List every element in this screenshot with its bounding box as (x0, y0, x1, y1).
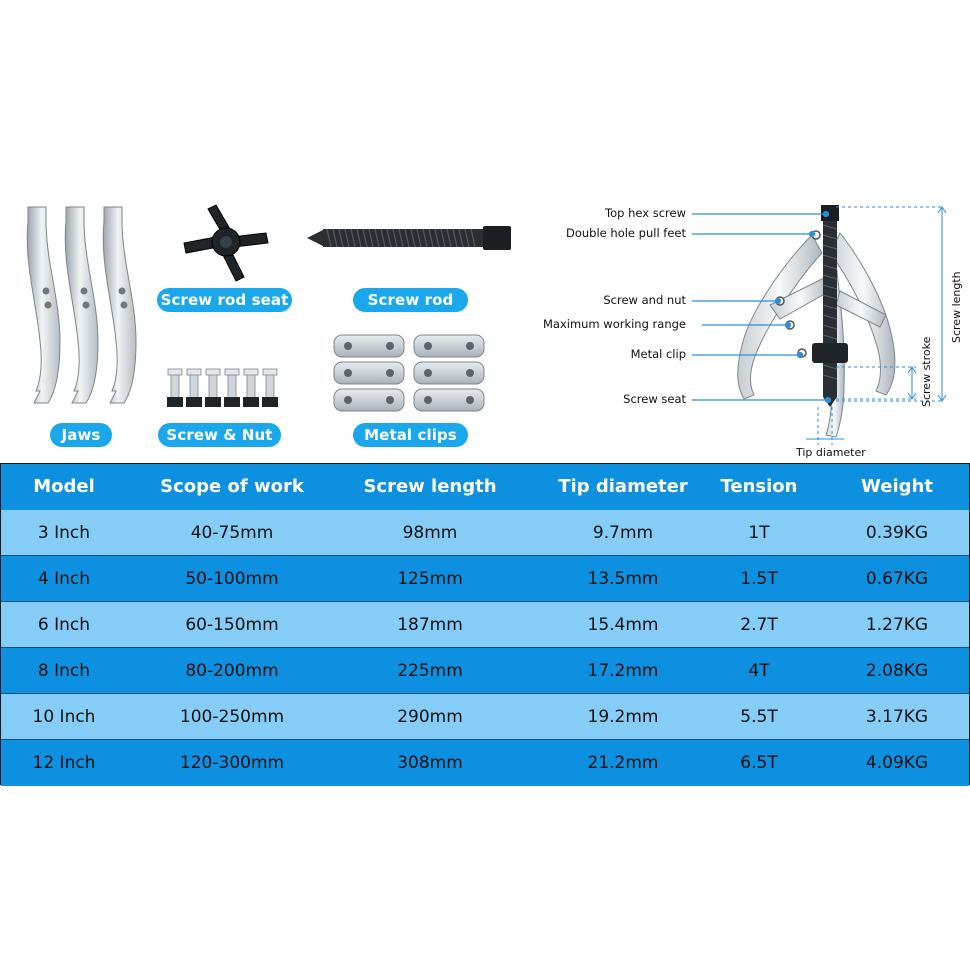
screw-rod-label: Screw rod (353, 288, 468, 312)
header-tension: Tension (720, 476, 798, 497)
metal-clips-label: Metal clips (353, 423, 468, 447)
cell-tension: 2.7T (740, 615, 778, 635)
cell-tension: 1.5T (740, 569, 778, 589)
spec-table (0, 463, 970, 785)
header-scope-of-work: Scope of work (160, 476, 304, 497)
cell-scope: 40-75mm (190, 523, 274, 543)
cell-weight: 3.17KG (865, 707, 929, 727)
callout-double-hole-pull-feet: Double hole pull feet (566, 226, 686, 240)
cell-model: 8 Inch (37, 661, 91, 681)
cell-tip-diameter: 17.2mm (587, 661, 659, 681)
callout-top-hex-screw: Top hex screw (605, 206, 686, 220)
metal-clips-image (330, 333, 490, 415)
cell-tip-diameter: 13.5mm (587, 569, 659, 589)
cell-screw-length: 125mm (397, 569, 463, 589)
cell-tip-diameter: 21.2mm (587, 753, 659, 773)
table-row (1, 648, 969, 694)
jaws-image (18, 203, 138, 408)
tip-diameter-label: Tip diameter (796, 446, 866, 459)
callout-maximum-working-range: Maximum working range (542, 317, 686, 331)
cell-screw-length: 225mm (397, 661, 463, 681)
cell-tension: 1T (748, 523, 770, 543)
table-row (1, 694, 969, 740)
cell-tension: 5.5T (740, 707, 778, 727)
jaws-label: Jaws (50, 423, 112, 447)
cell-screw-length: 290mm (397, 707, 463, 727)
cell-weight: 1.27KG (865, 615, 929, 635)
cell-screw-length: 98mm (402, 523, 458, 543)
header-weight: Weight (861, 476, 933, 497)
header-model: Model (33, 476, 95, 497)
table-row (1, 556, 969, 602)
table-row (1, 740, 969, 786)
cell-model: 10 Inch (32, 707, 96, 727)
screw-length-label: Screw length (950, 271, 963, 343)
parts-section (0, 195, 540, 455)
cell-tip-diameter: 19.2mm (587, 707, 659, 727)
cell-scope: 80-200mm (185, 661, 279, 681)
cell-weight: 0.39KG (865, 523, 929, 543)
cell-model: 12 Inch (32, 753, 96, 773)
table-row (1, 602, 969, 648)
cell-scope: 100-250mm (179, 707, 285, 727)
header-screw-length: Screw length (363, 476, 497, 497)
callout-screw-seat: Screw seat (623, 392, 686, 406)
screw-nut-label: Screw & Nut (158, 423, 281, 447)
cell-weight: 0.67KG (865, 569, 929, 589)
table-row (1, 510, 969, 556)
callout-metal-clip: Metal clip (630, 347, 686, 361)
cell-model: 3 Inch (37, 523, 91, 543)
screw-rod-image (305, 220, 515, 256)
cell-weight: 4.09KG (865, 753, 929, 773)
cell-tip-diameter: 9.7mm (592, 523, 654, 543)
header-tip-diameter: Tip diameter (558, 476, 688, 497)
screw-rod-seat-label: Screw rod seat (157, 288, 292, 312)
screw-rod-seat-image (178, 203, 273, 283)
cell-scope: 120-300mm (179, 753, 285, 773)
puller-diagram (540, 195, 970, 465)
cell-tip-diameter: 15.4mm (587, 615, 659, 635)
screw-stroke-label: Screw stroke (920, 336, 933, 407)
cell-model: 6 Inch (37, 615, 91, 635)
cell-tension: 4T (748, 661, 770, 681)
cell-scope: 50-100mm (185, 569, 279, 589)
cell-screw-length: 308mm (397, 753, 463, 773)
cell-tension: 6.5T (740, 753, 778, 773)
cell-scope: 60-150mm (185, 615, 279, 635)
callout-screw-and-nut: Screw and nut (603, 293, 686, 307)
cell-model: 4 Inch (37, 569, 91, 589)
table-header-row (1, 464, 969, 510)
cell-weight: 2.08KG (865, 661, 929, 681)
cell-screw-length: 187mm (397, 615, 463, 635)
screw-nut-image (163, 367, 281, 409)
